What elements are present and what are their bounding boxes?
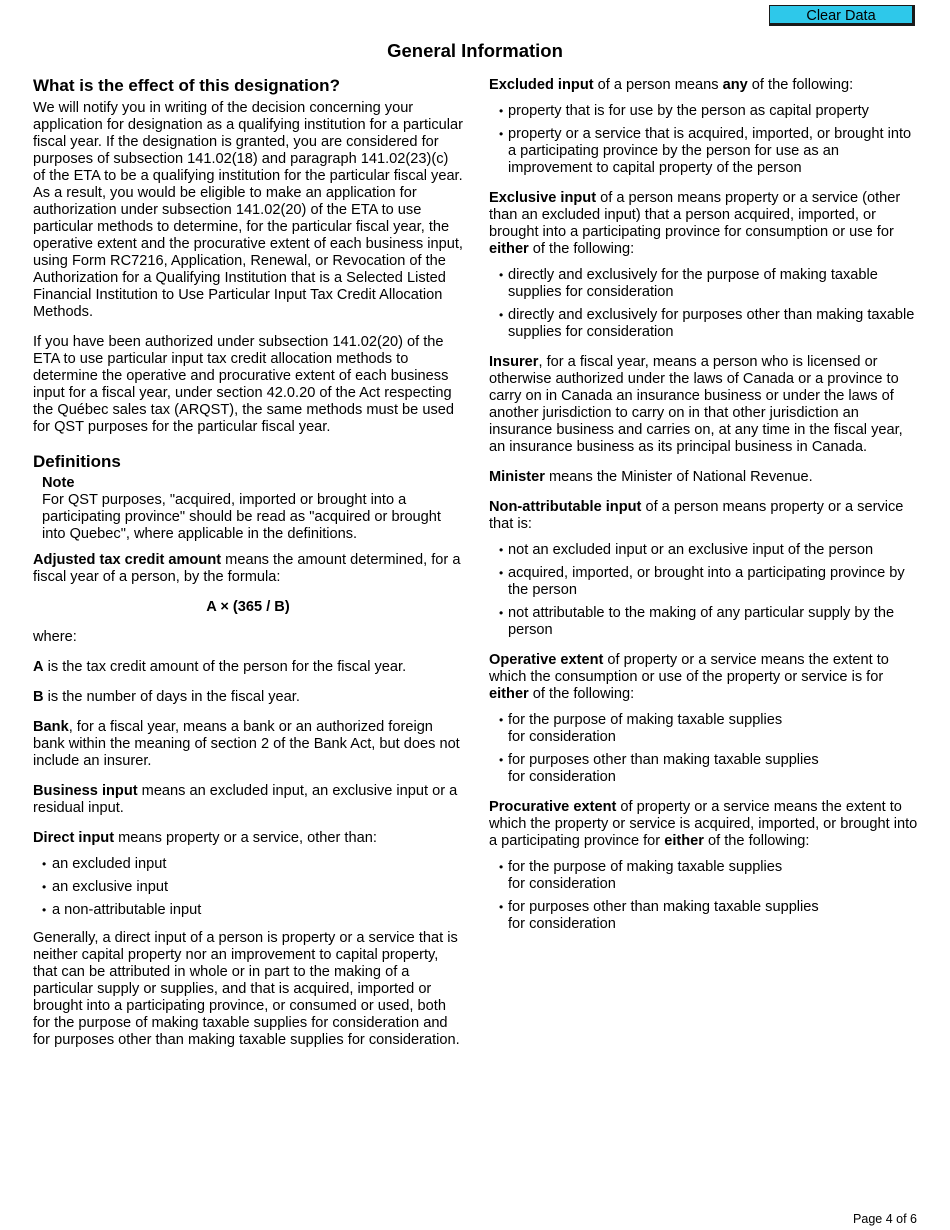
note-title: Note xyxy=(42,475,75,491)
definition-text: of property or a service means the extent to which the property or service is acquired, imported, or brought into a participating province for xyxy=(489,799,918,849)
emphasis: either xyxy=(489,686,529,702)
list-item: • for the purpose of making taxable supplies for consideration xyxy=(489,712,919,746)
def-non-attributable-input xyxy=(489,499,919,533)
list-item: • an exclusive input xyxy=(33,879,463,896)
definition-text: , for a fiscal year, means a bank or an authorized foreign bank within the meaning of section 2 of the Bank Act, but does not include an insurer. xyxy=(33,719,460,769)
term: Adjusted tax credit amount xyxy=(33,552,222,568)
definition-text: of a person means property or a service that is: xyxy=(489,499,904,532)
def-b xyxy=(33,689,463,706)
term: Operative extent xyxy=(489,652,604,668)
definition-text: means an excluded input, an exclusive input or a residual input. xyxy=(33,783,458,816)
definition-text: of the following: xyxy=(703,833,810,849)
operative-extent-list xyxy=(489,712,919,786)
term: Direct input xyxy=(33,830,115,846)
def-excluded-input xyxy=(489,77,919,94)
term: Excluded input xyxy=(489,77,594,93)
page-number: Page 4 of 6 xyxy=(853,1212,917,1226)
list-item: • acquired, imported, or brought into a participating province by the person xyxy=(489,565,919,599)
def-a xyxy=(33,659,463,676)
definition-text: of a person means property or a service (other than an excluded input) that a person acquired, imported, or brought into a participating province for consumption or use for xyxy=(489,190,901,240)
term: Non-attributable input xyxy=(489,499,642,515)
definition-text: of the following: xyxy=(528,686,635,702)
list-item: • an excluded input xyxy=(33,856,463,873)
def-procurative-extent xyxy=(489,799,919,850)
effect-paragraph-1: We will notify you in writing of the decision concerning your application for designation as a qualifying institution for a particular fiscal year. If the designation is granted, you are considered for purposes of subsection 141.02(18) and paragraph 141.02(23)(c) of the ETA to be a qualifying institution for the particular fiscal year. As a result, you would be eligible to make an application for authorization under subsection 141.02(20) of the ETA to use particular methods to determine, for the particular fiscal year, the operative extent and the procurative extent of each business input, using Form RC7216, Application, Renewal, or Revocation of the Authorization for a Qualifying Institution that is a Selected Listed Financial Institution to Use Particular Input Tax Credit Allocation Methods. xyxy=(33,100,463,320)
list-item: • not attributable to the making of any particular supply by the person xyxy=(489,605,919,639)
excluded-input-list xyxy=(489,103,919,177)
def-bank xyxy=(33,719,463,770)
term: Procurative extent xyxy=(489,799,617,815)
definition-text: of a person means xyxy=(593,77,723,93)
term: Business input xyxy=(33,783,138,799)
page-title: General Information xyxy=(387,40,563,61)
left-column xyxy=(33,76,463,1062)
definition-text: of the following: xyxy=(747,77,854,93)
where-label: where: xyxy=(33,629,77,645)
term: A xyxy=(33,659,44,675)
direct-input-list xyxy=(33,856,463,919)
list-item: • a non-attributable input xyxy=(33,902,463,919)
def-business-input xyxy=(33,783,463,817)
emphasis: either xyxy=(664,833,704,849)
list-item: • directly and exclusively for the purpose of making taxable supplies for consideration xyxy=(489,267,919,301)
definition-text: of property or a service means the extent to which the consumption or use of the property or service is for xyxy=(489,652,889,685)
def-direct-input xyxy=(33,830,463,847)
definition-text: is the tax credit amount of the person for the fiscal year. xyxy=(43,659,407,675)
list-item: • for purposes other than making taxable supplies for consideration xyxy=(489,752,919,786)
definition-text: means the Minister of National Revenue. xyxy=(544,469,813,485)
def-operative-extent xyxy=(489,652,919,703)
definition-text: is the number of days in the fiscal year. xyxy=(43,689,300,705)
term: Exclusive input xyxy=(489,190,597,206)
list-item: • for the purpose of making taxable supplies for consideration xyxy=(489,859,919,893)
def-adjusted-tax-credit xyxy=(33,552,463,586)
list-item: • directly and exclusively for purposes other than making taxable supplies for consideration xyxy=(489,307,919,341)
term: Minister xyxy=(489,469,545,485)
clear-data-button[interactable]: Clear Data xyxy=(769,5,915,26)
list-item: • for purposes other than making taxable supplies for consideration xyxy=(489,899,919,933)
effect-heading: What is the effect of this designation? xyxy=(33,76,340,95)
note-text: For QST purposes, "acquired, imported or brought into a participating province" should be read as "acquired or brought into Quebec", where applicable in the definitions. xyxy=(42,492,441,542)
exclusive-input-list xyxy=(489,267,919,341)
def-exclusive-input xyxy=(489,190,919,258)
effect-paragraph-2: If you have been authorized under subsection 141.02(20) of the ETA to use particular input tax credit allocation methods to determine the operative and procurative extent of each business input for a fiscal year, under section 42.0.20 of the Act respecting the Québec sales tax (ARQST), the same methods must be used for QST purposes for the particular fiscal year. xyxy=(33,334,454,435)
list-item: • property that is for use by the person as capital property xyxy=(489,103,919,120)
emphasis: either xyxy=(489,241,529,257)
list-item: • property or a service that is acquired, imported, or brought into a participating province by the person for use as an improvement to capital property of the person xyxy=(489,126,919,177)
definition-text: means the amount determined, for a fiscal year of a person, by the formula: xyxy=(33,552,461,585)
note-block xyxy=(42,475,463,543)
definitions-heading: Definitions xyxy=(33,452,121,471)
right-column xyxy=(489,76,919,946)
term: Bank xyxy=(33,719,69,735)
direct-input-explanation: Generally, a direct input of a person is property or a service that is neither capital property nor an improvement to capital property, that can be attributed in whole or in part to the making of a particular supply or supplies, and that is acquired, imported or brought into a participating province, or consumed or used, both for the purpose of making taxable supplies for consideration and for purposes other than making taxable supplies for consideration. xyxy=(33,930,460,1048)
non-attributable-list xyxy=(489,542,919,639)
term: Insurer xyxy=(489,354,539,370)
emphasis: any xyxy=(722,77,748,93)
definition-text: means property or a service, other than: xyxy=(114,830,377,846)
term: B xyxy=(33,689,44,705)
list-item: • not an excluded input or an exclusive input of the person xyxy=(489,542,919,559)
def-insurer xyxy=(489,354,919,456)
definition-text: , for a fiscal year, means a person who is licensed or otherwise authorized under the laws of Canada or a province to carry on in Canada an insurance business or under the laws of another jurisdiction to carry on in that other jurisdiction an insurance business and carries on, at any time in the fiscal year, an insurance business as its principal business in Canada. xyxy=(489,354,903,455)
definition-text: of the following: xyxy=(528,241,635,257)
def-minister xyxy=(489,469,919,486)
formula: A × (365 / B) xyxy=(206,599,290,615)
procurative-extent-list xyxy=(489,859,919,933)
